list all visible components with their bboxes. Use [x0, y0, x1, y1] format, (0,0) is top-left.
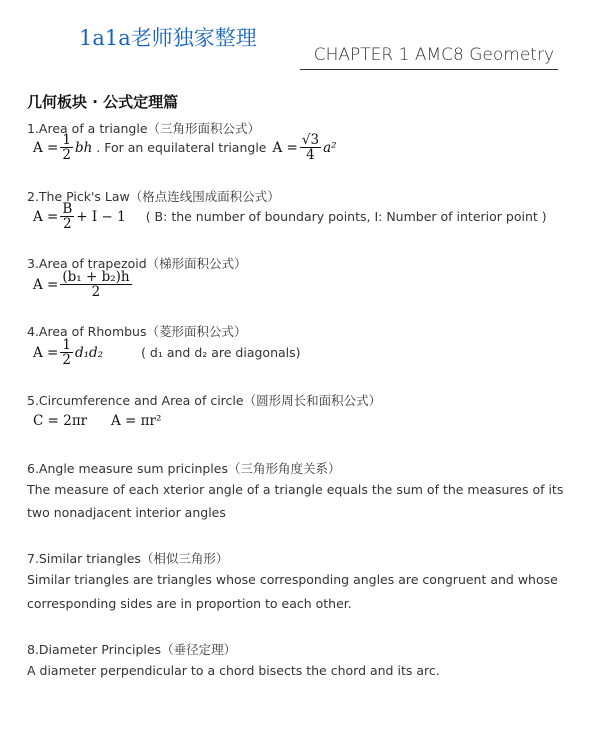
fraction-denominator: 2 — [91, 284, 101, 301]
item-7-line-2: corresponding sides are in proportion to each other. — [27, 596, 352, 611]
item-4-note: ( d₁ and d₂ are diagonals) — [141, 345, 301, 361]
fraction-denominator: 2 — [62, 147, 71, 164]
item-5-formula-area: A = πr² — [111, 413, 162, 429]
fraction-numerator: (b₁ + b₂)h — [62, 269, 130, 285]
item-6-line-2: two nonadjacent interior angles — [27, 505, 226, 520]
item-7-heading: 7.Similar triangles（相似三角形） — [27, 551, 229, 566]
fraction-numerator: B — [62, 201, 73, 217]
fraction — [60, 133, 73, 162]
formula-lhs: A = — [33, 276, 59, 293]
item-1-heading: 1.Area of a triangle（三角形面积公式） — [27, 121, 261, 136]
fraction-denominator: 2 — [62, 352, 71, 369]
item-2-note: ( B: the number of boundary points, I: Number of interior point ) — [145, 209, 547, 225]
item-1-note: . For an equilateral triangle — [96, 140, 267, 156]
fraction — [60, 202, 74, 231]
fraction — [60, 338, 73, 367]
item-8-heading: 8.Diameter Principles（垂径定理） — [27, 642, 237, 657]
formula-lhs: A = — [33, 344, 59, 361]
item-2-formula — [33, 202, 547, 231]
item-6-line-1: The measure of each xterior angle of a triangle equals the sum of the measures of its — [27, 482, 564, 497]
item-6-heading: 6.Angle measure sum pricinples（三角形角度关系） — [27, 461, 341, 476]
fraction-denominator: 4 — [306, 147, 315, 164]
item-5-heading: 5.Circumference and Area of circle（圆形周长和面积公式） — [27, 393, 382, 408]
header-rule — [300, 69, 558, 70]
fraction-denominator: 2 — [63, 216, 72, 233]
fraction-numerator: 1 — [62, 337, 71, 353]
formula-lhs: A = — [33, 139, 59, 156]
fraction — [300, 133, 321, 162]
item-4-heading: 4.Area of Rhombus（菱形面积公式） — [27, 324, 247, 339]
formula-tail: + I − 1 — [76, 208, 126, 225]
brand-title: 1a1a老师独家整理 — [79, 26, 257, 50]
formula-tail: d₁d₂ — [74, 344, 104, 361]
fraction — [60, 270, 131, 299]
section-title: 几何板块 · 公式定理篇 — [27, 93, 179, 111]
item-3-formula — [33, 270, 134, 299]
item-7-line-1: Similar triangles are triangles whose corresponding angles are congruent and whose — [27, 572, 558, 587]
item-3-heading: 3.Area of trapezoid（梯形面积公式） — [27, 256, 247, 271]
chapter-title: CHAPTER 1 AMC8 Geometry — [313, 45, 554, 65]
fraction-numerator: 1 — [62, 132, 71, 148]
formula-lhs: A = — [33, 208, 59, 225]
item-1-formula — [33, 133, 337, 162]
formula2-lhs: A = — [272, 139, 298, 156]
item-4-formula — [33, 338, 301, 367]
fraction-numerator: √3 — [301, 132, 320, 148]
item-2-heading: 2.The Pick's Law（格点连线围成面积公式） — [27, 189, 280, 204]
formula2-tail: a² — [323, 139, 337, 156]
formula-tail: bh — [74, 139, 93, 156]
item-8-line-1: A diameter perpendicular to a chord bisects the chord and its arc. — [27, 663, 440, 678]
item-5-formula-circumference: C = 2πr — [33, 413, 88, 429]
